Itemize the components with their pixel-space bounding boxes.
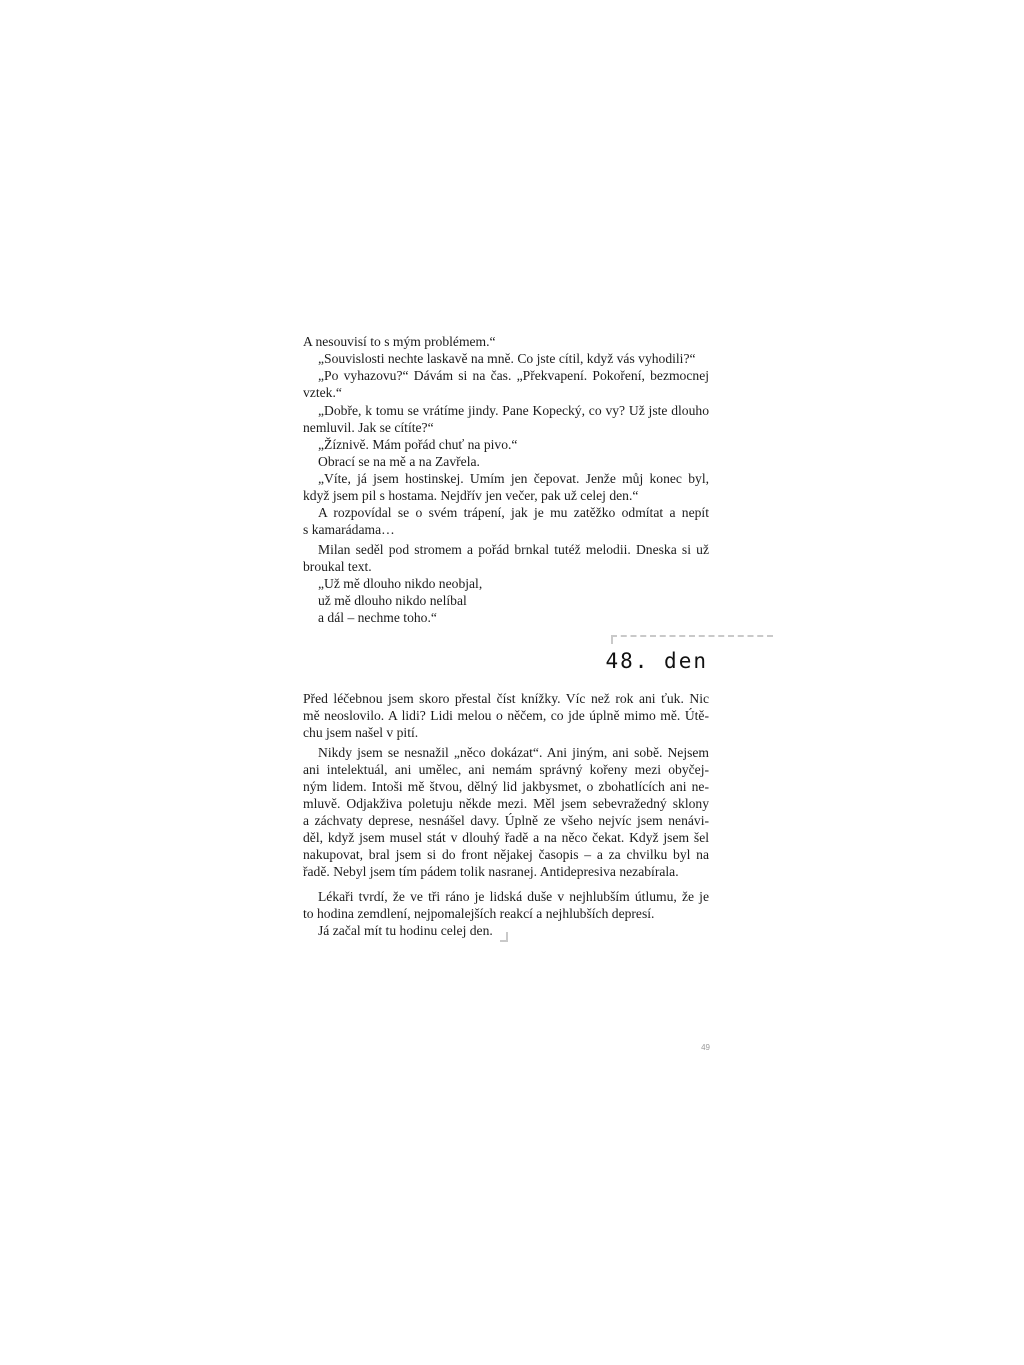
text-line: „Souvislosti nechte laskavě na mně. Co jste cítil, když vás vyhodili?“: [318, 351, 696, 366]
text-line: „Dobře, k tomu se vrátíme jindy. Pane Kopecký, co vy? Už jste dlouho: [318, 403, 709, 418]
text-line: Nikdy jsem se nesnažil „něco dokázat“. Ani jiným, ani sobě. Nejsem: [318, 745, 709, 760]
text-line: „Po vyhazovu?“ Dávám si na čas. „Překvapení. Pokoření, bezmocnej: [318, 368, 709, 383]
text-line: to hodina zemdlení, nejpomalejších reakcí a nejhlubších depresí.: [303, 906, 655, 921]
text-line: ani intelektuál, ani umělec, ani nemám správný kořeny mezi obyčej-: [303, 762, 709, 777]
text-line: Obrací se na mě a na Zavřela.: [318, 454, 480, 469]
section-end-mark: [500, 932, 508, 942]
text-line: A nesouvisí to s mým problémem.“: [303, 334, 496, 349]
heading-dashed-rule: [611, 635, 773, 637]
text-line: když jsem pil s hostama. Nejdřív jen večer, pak už celej den.“: [303, 488, 639, 503]
text-line: a dál – nechme toho.“: [318, 610, 437, 625]
text-line: Já začal mít tu hodinu celej den.: [318, 923, 493, 938]
text-line: „Žíznivě. Mám pořád chuť na pivo.“: [318, 437, 518, 452]
heading-corner-tick: [611, 635, 613, 644]
text-line: řadě. Nebyl jsem tím pádem tolik nasranej. Antidepresiva nezabírala.: [303, 864, 679, 879]
text-line: nemluvil. Jak se cítíte?“: [303, 420, 434, 435]
text-line: vztek.“: [303, 385, 342, 400]
text-line: už mě dlouho nikdo nelíbal: [318, 593, 467, 608]
text-line: mluvě. Odjakživa poletuju někde mezi. Měl jsem sebevražedný sklony: [303, 796, 709, 811]
page-number: 49: [701, 1043, 710, 1052]
text-line: děl, když jsem musel stát v dlouhý řadě a na něco čekat. Když jsem šel: [303, 830, 709, 845]
text-line: a záchvaty deprese, nesnášel davy. Úplně ze všeho nejvíc jsem nenávi-: [303, 813, 709, 828]
text-line: s kamarádama…: [303, 522, 395, 537]
text-line: Milan seděl pod stromem a pořád brnkal tutéž melodii. Dneska si už: [318, 542, 709, 557]
text-line: Před léčebnou jsem skoro přestal číst knížky. Víc než rok ani ťuk. Nic: [303, 691, 709, 706]
text-line: ným lidem. Intoši mě štvou, dělný lid jakbysmet, o zbohatlících ani ne-: [303, 779, 709, 794]
text-line: chu jsem našel v pití.: [303, 725, 419, 740]
text-line: „Už mě dlouho nikdo neobjal,: [318, 576, 483, 591]
text-line: mě neoslovilo. A lidi? Lidi melou o něčem, co jde úplně mimo mě. Útě-: [303, 708, 709, 723]
chapter-heading: 48. den: [605, 649, 708, 673]
text-line: A rozpovídal se o svém trápení, jak je mu zatěžko odmítat a nepít: [318, 505, 709, 520]
text-line: Lékaři tvrdí, že ve tři ráno je lidská duše v nejhlubším útlumu, že je: [318, 889, 709, 904]
text-line: broukal text.: [303, 559, 372, 574]
text-line: nakupovat, bral jsem si do front nějakej časopis – a za chvilku byl na: [303, 847, 709, 862]
text-line: „Víte, já jsem hostinskej. Umím jen čepovat. Jenže můj konec byl,: [318, 471, 709, 486]
